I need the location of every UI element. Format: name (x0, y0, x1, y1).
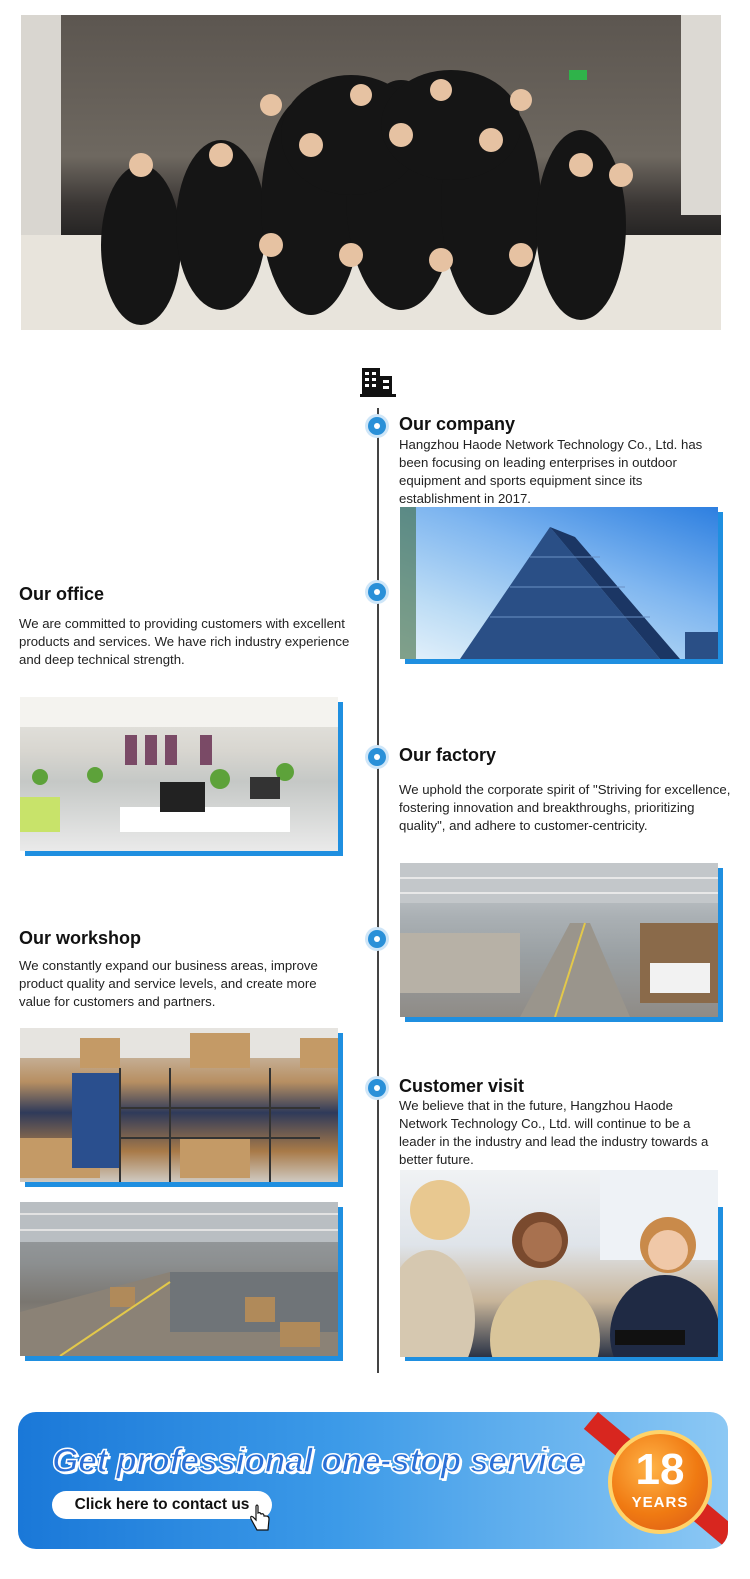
office-text: We are committed to providing customers with excellent products and services. We have rich industry experience and deep technical strength. (19, 616, 350, 667)
visit-text: We believe that in the future, Hangzhou Haode Network Technology Co., Ltd. will continue to be a leader in the industry and lead the industry towards a better future. (399, 1098, 709, 1167)
building-icon (359, 364, 397, 398)
badge-word: YEARS (631, 1494, 689, 1511)
building-photo (400, 507, 718, 659)
timeline-dot-office (368, 583, 386, 601)
visit-photo (400, 1170, 718, 1357)
team-photo (21, 15, 721, 330)
company-text: Hangzhou Haode Network Technology Co., Ltd. has been focusing on leading enterprises in outdoor equipment and sports equipment since its establishment in 2017. (399, 437, 703, 506)
contact-us-button[interactable]: Click here to contact us (52, 1491, 272, 1519)
timeline-line (377, 408, 379, 1373)
office-title: Our office (19, 584, 105, 604)
factory-text: We uphold the corporate spirit of "Striving for excellence, fostering innovation and breakthroughs, prioritizing quality", and adhere to customer-centricity. (399, 782, 731, 833)
company-title: Our company (399, 414, 516, 434)
factory-photo (400, 863, 718, 1017)
timeline-dot-factory (368, 748, 386, 766)
timeline-dot-visit (368, 1079, 386, 1097)
warehouse-photo (20, 1202, 338, 1356)
years-badge (608, 1430, 712, 1534)
office-photo (20, 697, 338, 851)
badge-number: 18 (635, 1445, 685, 1494)
shelves-photo (20, 1028, 338, 1182)
team-photo-illustration (21, 15, 721, 330)
pointer-hand-icon (248, 1504, 272, 1534)
timeline-dot-company (368, 417, 386, 435)
workshop-text: We constantly expand our business areas, improve product quality and service levels, and create more value for customers and partners. (19, 958, 318, 1009)
banner-headline: Get professional one-stop service (52, 1442, 584, 1480)
visit-title: Customer visit (399, 1076, 525, 1096)
timeline-dot-workshop (368, 930, 386, 948)
contact-banner[interactable] (18, 1412, 728, 1549)
workshop-title: Our workshop (19, 928, 142, 948)
factory-title: Our factory (399, 745, 497, 765)
